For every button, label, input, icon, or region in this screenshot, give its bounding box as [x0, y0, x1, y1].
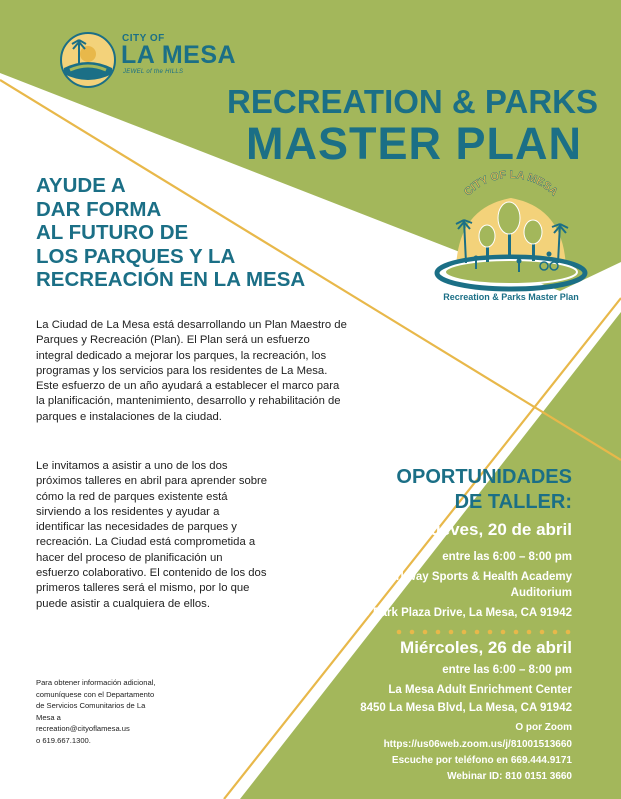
logo-city-of: CITY OF [122, 33, 165, 44]
headline-line: DAR FORMA [36, 197, 162, 221]
page-title-line1: RECREATION & PARKS [227, 83, 598, 120]
emblem-top-text: CITY OF LA MESA [462, 168, 560, 199]
headline-line: LOS PARQUES Y LA [36, 244, 236, 268]
contact-email[interactable]: recreation@cityoflamesa.us [36, 724, 130, 733]
workshop-1-time: entre las 6:00 – 8:00 pm [442, 551, 572, 563]
dotted-separator [396, 629, 572, 635]
contact-line: de Servicios Comunitarios de La [36, 701, 146, 710]
workshop-1-date: Jueves, 20 de abril [420, 520, 572, 539]
contact-info [36, 677, 226, 746]
workshops-heading-line: OPORTUNIDADES [396, 466, 572, 488]
logo-tagline: JEWEL of the HILLS [123, 69, 184, 75]
workshop-1-venue-line2: Auditorium [510, 587, 572, 599]
headline-line: AL FUTURO DE [36, 221, 189, 244]
headline-line: AYUDE A [36, 174, 126, 197]
logo-city-name: LA MESA [121, 41, 237, 69]
workshop-2-time: entre las 6:00 – 8:00 pm [442, 664, 572, 676]
headline-line: RECREACIÓN EN LA MESA [36, 268, 306, 291]
workshop-2-venue: La Mesa Adult Enrichment Center [388, 684, 572, 696]
page-title-line2: MASTER PLAN [246, 118, 582, 169]
workshop-2-address: 8450 La Mesa Blvd, La Mesa, CA 91942 [360, 702, 572, 714]
workshops-heading [340, 465, 572, 515]
intro-paragraph-2: Le invitamos a asistir a uno de los dos próximos talleres en abril para aprender sobre cómo la red de parques existente está sirviendo a los residentes y ayudar a identificar las necesidades de parques y recreación. La Ciudad está comprometida a hacer del proceso de planificación un esfuerzo colaborativo. El contenido de los dos primeros talleres será el mismo, por lo que puede asistir a cualquiera de ellos. [36, 460, 268, 610]
workshop-2-zoom-link[interactable]: https://us06web.zoom.us/j/81001513660 [383, 739, 572, 750]
master-plan-emblem-icon [426, 168, 596, 308]
contact-line: Mesa a [36, 712, 61, 722]
workshop-1-venue: Parkway Sports & Health Academy [381, 571, 572, 583]
contact-line: comuníquese con el Departamento [36, 689, 155, 699]
city-logo-icon [58, 30, 118, 90]
workshop-2-date: Miércoles, 26 de abril [400, 638, 572, 657]
workshop-2-webinar-id: Webinar ID: 810 0151 3660 [447, 771, 572, 782]
workshop-1-address: 9009 Park Plaza Drive, La Mesa, CA 91942 [344, 607, 572, 619]
workshops-heading-line: DE TALLER: [454, 491, 572, 513]
intro-headline [36, 174, 336, 292]
intro-paragraph-1: La Ciudad de La Mesa está desarrollando un Plan Maestro de Parques y Recreación (Plan). El Plan será un esfuerzo integral dedicado a mejorar los parques, la recreación, los programas y los servicios para los residentes de La Mesa. Este esfuerzo de un año ayudará a establecer el marco para la planificación, mantenimiento, desarrollo y rehabilitación de parques e instalaciones de la ciudad. [36, 319, 347, 423]
emblem-bottom-text: Recreation & Parks Master Plan [443, 292, 579, 302]
contact-line: Para obtener información adicional, [36, 678, 156, 687]
contact-phone: o 619.667.1300. [36, 735, 91, 745]
workshop-2-zoom-label: O por Zoom [515, 722, 572, 733]
workshop-2-phone: Escuche por teléfono en 669.444.9171 [391, 755, 572, 766]
